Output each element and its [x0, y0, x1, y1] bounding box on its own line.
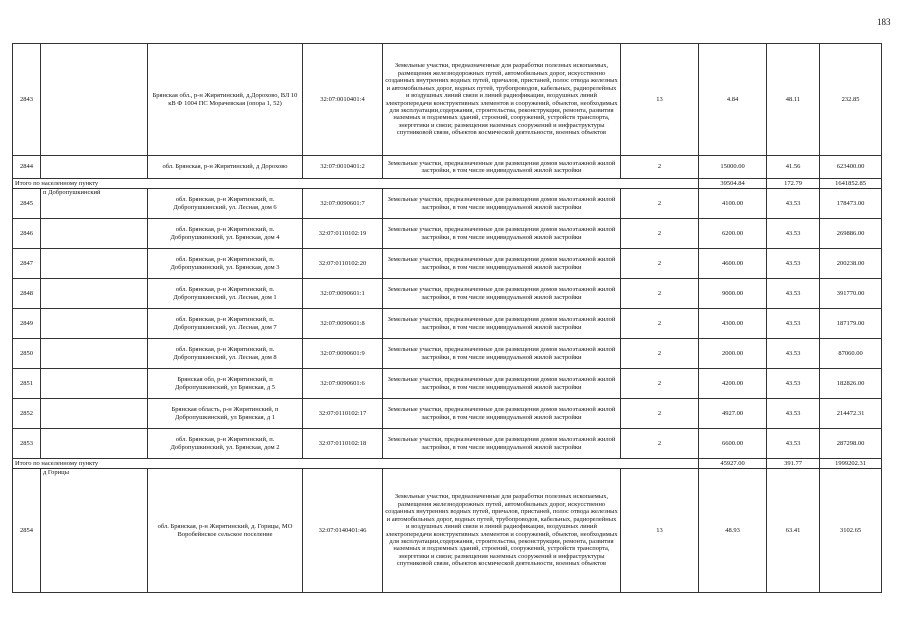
table-row [13, 219, 882, 249]
summary-value-cell: 1641852.85 [820, 179, 882, 189]
table-row [13, 189, 882, 219]
rate-cell: 43.53 [767, 339, 820, 369]
table-row [13, 279, 882, 309]
locality-cell [41, 219, 148, 249]
summary-area-cell: 45927.00 [699, 459, 767, 469]
summary-label: Итого по населенному пункту [13, 459, 699, 469]
land-use-cell: Земельные участки, предназначенные для размещения домов малоэтажной жилой застройки, в том числе индивидуальной жилой застройки [383, 339, 621, 369]
address-cell: обл. Брянская, р-н Жирятинский, п. Добропушкинский, ул. Лесная, дом 6 [148, 189, 303, 219]
group-cell: 2 [621, 309, 699, 339]
cadastral-number-cell: 32:07:0090601:6 [303, 369, 383, 399]
locality-cell [41, 369, 148, 399]
cadastral-value-cell: 269886.00 [820, 219, 882, 249]
cadastral-value-cell: 287298.00 [820, 429, 882, 459]
area-cell: 9000.00 [699, 279, 767, 309]
cadastral-value-cell: 3102.65 [820, 469, 882, 593]
page-number: 183 [877, 17, 891, 27]
rate-cell: 43.53 [767, 309, 820, 339]
summary-value-cell: 1999202.31 [820, 459, 882, 469]
cadastral-value-cell: 178473.00 [820, 189, 882, 219]
cadastral-number-cell: 32:07:0090601:8 [303, 309, 383, 339]
address-cell: Брянская обл., р-н Жирятинский, д.Дорохово, ВЛ 10 кВ Ф 1004 ПС Морачевская (опора 1, 52) [148, 44, 303, 156]
cadastral-number-cell: 32:07:0010401:4 [303, 44, 383, 156]
land-use-cell: Земельные участки, предназначенные для размещения домов малоэтажной жилой застройки, в том числе индивидуальной жилой застройки [383, 369, 621, 399]
land-use-cell: Земельные участки, предназначенные для размещения домов малоэтажной жилой застройки, в том числе индивидуальной жилой застройки [383, 309, 621, 339]
rate-cell: 43.53 [767, 219, 820, 249]
land-use-cell: Земельные участки, предназначенные для размещения домов малоэтажной жилой застройки, в том числе индивидуальной жилой застройки [383, 399, 621, 429]
row-number-cell: 2848 [13, 279, 41, 309]
rate-cell: 43.53 [767, 249, 820, 279]
area-cell: 4200.00 [699, 369, 767, 399]
table-row [13, 309, 882, 339]
locality-cell [41, 156, 148, 179]
table-row [13, 156, 882, 179]
address-cell: Брянская обл, р-н Жирятинский, п Добропушкинский, ул Брянская, д 5 [148, 369, 303, 399]
row-number-cell: 2852 [13, 399, 41, 429]
cadastral-value-cell: 623400.00 [820, 156, 882, 179]
row-number-cell: 2853 [13, 429, 41, 459]
cadastral-number-cell: 32:07:0140401:46 [303, 469, 383, 593]
table-row [13, 369, 882, 399]
address-cell: обл. Брянская, р-н Жирятинский, п. Добропушкинский, ул. Лесная, дом 7 [148, 309, 303, 339]
address-cell: обл. Брянская, р-н Жирятинский, п. Добропушкинский, ул. Лесная, дом 8 [148, 339, 303, 369]
land-use-cell: Земельные участки, предназначенные для размещения домов малоэтажной жилой застройки, в том числе индивидуальной жилой застройки [383, 429, 621, 459]
address-cell: Брянская область, р-н Жирятинский, п Добропушкинский, ул Брянская, д 1 [148, 399, 303, 429]
group-cell: 2 [621, 339, 699, 369]
rate-cell: 43.53 [767, 429, 820, 459]
summary-row [13, 459, 882, 469]
address-cell: обл. Брянская, р-н Жирятинский, п. Добропушкинский, ул. Брянская, дом 2 [148, 429, 303, 459]
row-number-cell: 2846 [13, 219, 41, 249]
rate-cell: 63.41 [767, 469, 820, 593]
cadastral-value-cell: 87060.00 [820, 339, 882, 369]
address-cell: обл. Брянская, р-н Жирятинский, п. Добропушкинский, ул. Брянская, дом 3 [148, 249, 303, 279]
cadastral-value-cell: 391770.00 [820, 279, 882, 309]
address-cell: обл. Брянская, р-н Жирятинский, п. Добропушкинский, ул. Брянская, дом 4 [148, 219, 303, 249]
table-row [13, 399, 882, 429]
cadastral-number-cell: 32:07:0110102:20 [303, 249, 383, 279]
summary-rate-cell: 172.79 [767, 179, 820, 189]
area-cell: 4927.00 [699, 399, 767, 429]
table-body [13, 44, 882, 593]
locality-cell [41, 399, 148, 429]
rate-cell: 48.11 [767, 44, 820, 156]
table-row [13, 469, 882, 593]
cadastral-number-cell: 32:07:0110102:19 [303, 219, 383, 249]
row-number-cell: 2849 [13, 309, 41, 339]
table-row [13, 249, 882, 279]
area-cell: 15000.00 [699, 156, 767, 179]
cadastral-value-cell: 214472.31 [820, 399, 882, 429]
group-cell: 13 [621, 44, 699, 156]
group-cell: 2 [621, 399, 699, 429]
area-cell: 4.84 [699, 44, 767, 156]
area-cell: 4600.00 [699, 249, 767, 279]
rate-cell: 43.53 [767, 279, 820, 309]
cadastral-value-cell: 200238.00 [820, 249, 882, 279]
area-cell: 4300.00 [699, 309, 767, 339]
row-number-cell: 2850 [13, 339, 41, 369]
group-cell: 2 [621, 156, 699, 179]
area-cell: 6200.00 [699, 219, 767, 249]
group-cell: 2 [621, 429, 699, 459]
locality-cell [41, 44, 148, 156]
cadastral-number-cell: 32:07:0090601:9 [303, 339, 383, 369]
cadastral-value-cell: 182826.00 [820, 369, 882, 399]
address-cell: обл. Брянская, р-н Жирятинский, п. Добропушкинский, ул. Лесная, дом 1 [148, 279, 303, 309]
table-row [13, 429, 882, 459]
land-use-cell: Земельные участки, предназначенные для размещения домов малоэтажной жилой застройки, в том числе индивидуальной жилой застройки [383, 189, 621, 219]
locality-cell [41, 339, 148, 369]
cadastral-number-cell: 32:07:0090601:1 [303, 279, 383, 309]
locality-cell: п Добропушкинский [41, 189, 148, 219]
land-use-cell: Земельные участки, предназначенные для размещения домов малоэтажной жилой застройки, в том числе индивидуальной жилой застройки [383, 279, 621, 309]
summary-rate-cell: 391.77 [767, 459, 820, 469]
cadastral-number-cell: 32:07:0090601:7 [303, 189, 383, 219]
area-cell: 2000.00 [699, 339, 767, 369]
group-cell: 2 [621, 369, 699, 399]
address-cell: обл. Брянская, р-н Жирятинский, д. Горицы, МО Воробейнское сельское поселение [148, 469, 303, 593]
rate-cell: 43.53 [767, 369, 820, 399]
cadastral-value-cell: 187179.00 [820, 309, 882, 339]
row-number-cell: 2844 [13, 156, 41, 179]
summary-label: Итого по населенному пункту [13, 179, 699, 189]
cadastral-number-cell: 32:07:0010401:2 [303, 156, 383, 179]
land-use-cell: Земельные участки, предназначенные для размещения домов малоэтажной жилой застройки, в том числе индивидуальной жилой застройки [383, 249, 621, 279]
land-use-cell: Земельные участки, предназначенные для разработки полезных ископаемых, размещения железнодорожных путей, автомобильных дорог, искусственно созданных внутренних водных путей, причалов, пристаней, полос отвода железных и автомобильных дорог, водных путей, трубопроводов, кабельных, радиорелейных и воздушных линий связи и линий радиофикации, воздушных линий электропередачи конструктивных элементов и сооружений, объектов, необходимых для эксплуатации,содержания, строительства, реконструкции, ремонта, развития наземных и подземных зданий, строений, сооружений, устройств транспорта, энергетики и связи; размещения наземных сооружений и инфраструктуры спутниковой связи, объектов космической деятельности, военных объектов [383, 44, 621, 156]
rate-cell: 43.53 [767, 399, 820, 429]
rate-cell: 41.56 [767, 156, 820, 179]
row-number-cell: 2845 [13, 189, 41, 219]
land-use-cell: Земельные участки, предназначенные для размещения домов малоэтажной жилой застройки, в том числе индивидуальной жилой застройки [383, 156, 621, 179]
locality-cell [41, 279, 148, 309]
address-cell: обл. Брянская, р-н Жирятинский, д Дорохово [148, 156, 303, 179]
row-number-cell: 2851 [13, 369, 41, 399]
rate-cell: 43.53 [767, 189, 820, 219]
locality-cell [41, 249, 148, 279]
row-number-cell: 2843 [13, 44, 41, 156]
row-number-cell: 2854 [13, 469, 41, 593]
locality-cell [41, 429, 148, 459]
group-cell: 2 [621, 279, 699, 309]
summary-row [13, 179, 882, 189]
area-cell: 48.93 [699, 469, 767, 593]
group-cell: 2 [621, 189, 699, 219]
land-registry-table [12, 43, 882, 593]
group-cell: 2 [621, 219, 699, 249]
area-cell: 4100.00 [699, 189, 767, 219]
locality-cell [41, 309, 148, 339]
area-cell: 6600.00 [699, 429, 767, 459]
land-use-cell: Земельные участки, предназначенные для разработки полезных ископаемых, размещения железнодорожных путей, автомобильных дорог, искусственно созданных внутренних водных путей, причалов, пристаней, полос отвода железных и автомобильных дорог, водных путей, трубопроводов, кабельных, радиорелейных и воздушных линий связи и линий радиофикации, воздушных линий электропередачи конструктивных элементов и сооружений, объектов, необходимых для эксплуатации,содержания, строительства, реконструкции, ремонта, развития наземных и подземных зданий, строений, сооружений, устройств транспорта, энергетики и связи; размещения наземных сооружений и инфраструктуры спутниковой связи, объектов космической деятельности, военных объектов [383, 469, 621, 593]
cadastral-number-cell: 32:07:0110102:17 [303, 399, 383, 429]
summary-area-cell: 39504.84 [699, 179, 767, 189]
group-cell: 2 [621, 249, 699, 279]
cadastral-value-cell: 232.85 [820, 44, 882, 156]
table-row [13, 339, 882, 369]
table-row [13, 44, 882, 156]
group-cell: 13 [621, 469, 699, 593]
cadastral-number-cell: 32:07:0110102:18 [303, 429, 383, 459]
locality-cell: д Горицы [41, 469, 148, 593]
land-use-cell: Земельные участки, предназначенные для размещения домов малоэтажной жилой застройки, в том числе индивидуальной жилой застройки [383, 219, 621, 249]
row-number-cell: 2847 [13, 249, 41, 279]
